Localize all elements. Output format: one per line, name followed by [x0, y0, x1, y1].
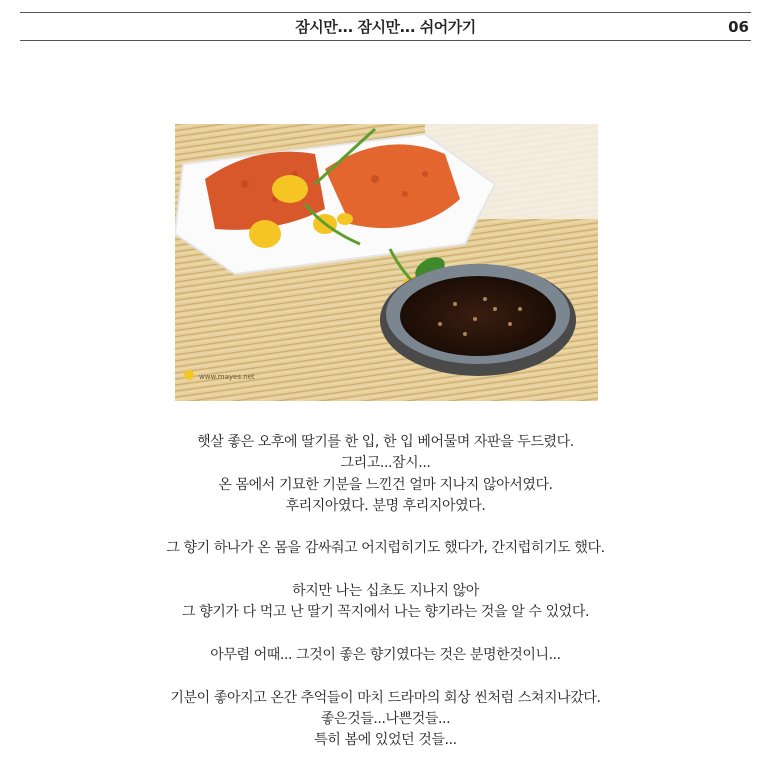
text-line: 그 향기가 다 먹고 난 딸기 꼭지에서 나는 향기라는 것을 알 수 있었다. [182, 604, 589, 621]
text-line: 온 몸에서 기묘한 기분을 느낀건 얼마 지나지 않아서였다. [218, 476, 553, 493]
paragraph [60, 432, 711, 517]
paragraph [60, 688, 711, 752]
body-text [60, 432, 711, 751]
text-line: 그 향기 하나가 온 몸을 감싸줘고 어지럽히기도 했다가, 간지럽히기도 했다. [166, 540, 605, 557]
paragraph [60, 538, 711, 559]
text-line: 아무렴 어때... 그것이 좋은 향기였다는 것은 분명한것이니... [210, 646, 561, 663]
photo-watermark: www.mayes.net [199, 373, 255, 381]
text-line: 후리지아였다. 분명 후리지아였다. [285, 497, 486, 514]
text-line: 특히 봄에 있었던 것들... [314, 732, 457, 749]
text-line: 좋은것들...나쁜것들... [320, 710, 451, 727]
page-header [20, 12, 751, 41]
page-number: 06 [728, 18, 749, 36]
page-title: 잠시만... 잠시만... 쉬어가기 [295, 18, 476, 36]
text-line: 기분이 좋아지고 온간 추억들이 마치 드라마의 회상 씬처럼 스쳐지나갔다. [170, 689, 601, 706]
food-photo [175, 124, 598, 401]
paragraph [60, 581, 711, 624]
text-line: 햇살 좋은 오후에 딸기를 한 입, 한 입 베어물며 자판을 두드렸다. [197, 434, 574, 450]
text-line: 하지만 나는 십초도 지나지 않아 [292, 583, 479, 600]
text-line: 그리고...잠시... [340, 455, 431, 472]
paragraph [60, 645, 711, 666]
